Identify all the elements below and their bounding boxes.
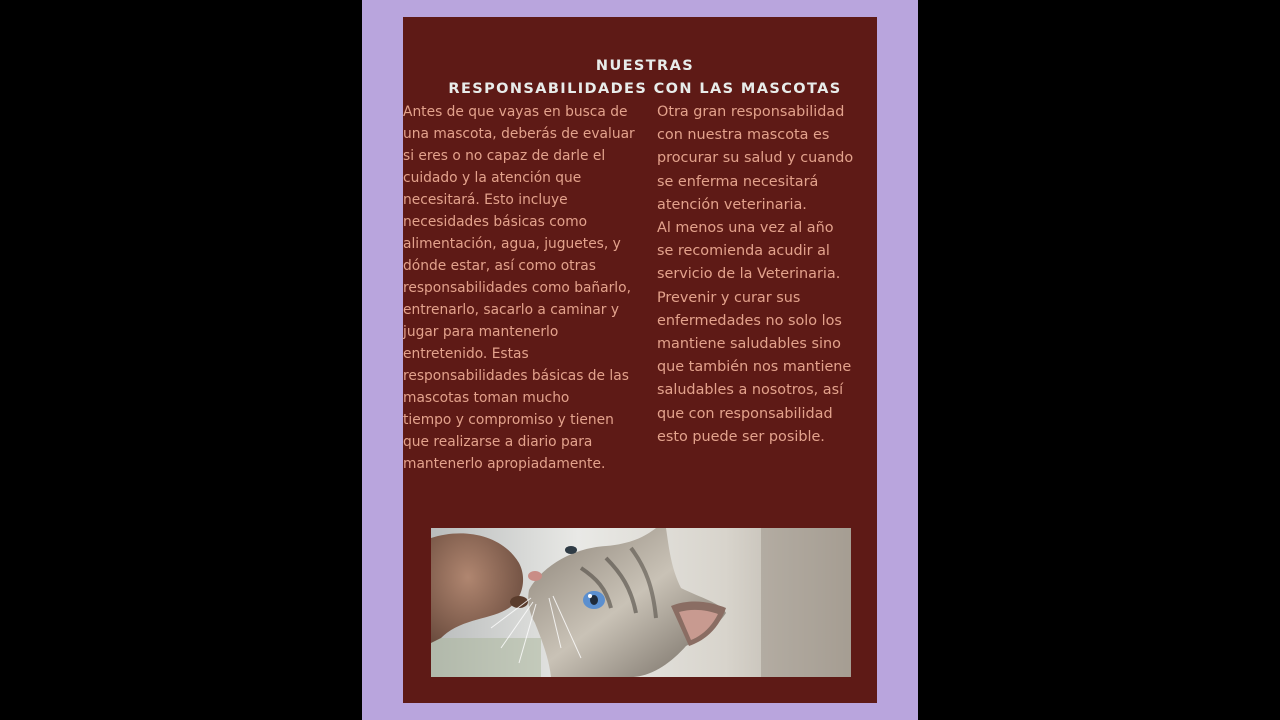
content-panel: [403, 17, 877, 703]
title-line-1: NUESTRAS: [595, 58, 695, 74]
document-page: [362, 0, 918, 720]
cat-photo: [431, 528, 851, 677]
title-line-2: RESPONSABILIDADES CON LAS MASCOTAS: [448, 81, 842, 97]
page-title: [403, 55, 887, 101]
cat-photo-illustration: [431, 528, 851, 677]
left-column-text: Antes de que vayas en busca de una mascota, deberás de evaluar si eres o no capaz de darle el cuidado y la atención que necesitará. Esto incluye necesidades básicas como alimentación, agua, juguetes, y dónde estar, así como otras responsabilidades como bañarlo, entrenarlo, sacarlo a caminar y jugar para mantenerlo entretenido. Estas responsabilidades básicas de las mascotas toman mucho tiempo y compromiso y tienen que realizarse a diario para mantenerlo apropiadamente.: [403, 104, 635, 472]
right-column-text: Otra gran responsabilidad con nuestra mascota es procurar su salud y cuando se enferma necesitará atención veterinaria. Al menos una vez al año se recomienda acudir al servicio de la Veterinaria. Prevenir y curar sus enfermedades no solo los mantiene saludables sino que también nos mantiene saludables a nosotros, así que con responsabilidad esto puede ser posible.: [657, 104, 854, 445]
